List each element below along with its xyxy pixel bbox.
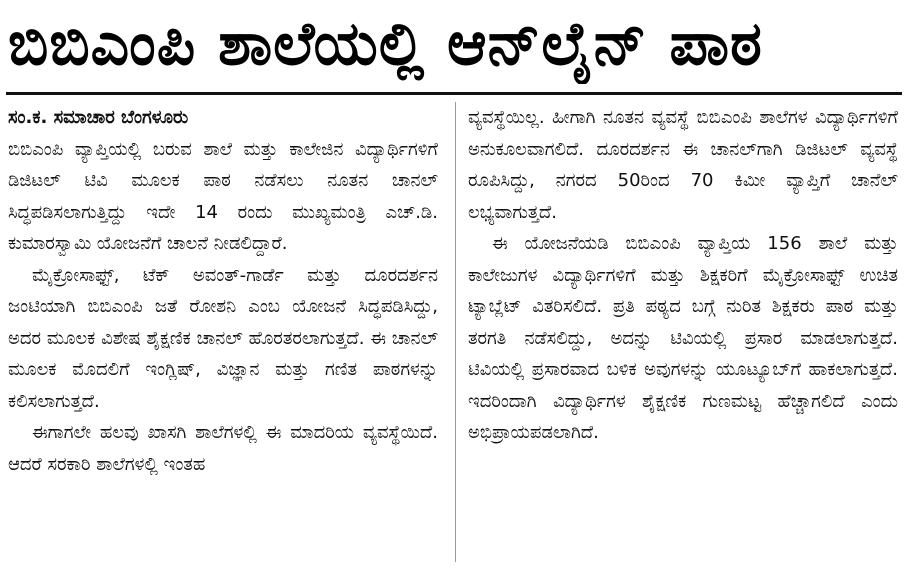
left-column: [8, 102, 438, 568]
byline: ಸಂ.ಕ. ಸಮಾಚಾರ ಬೆಂಗಳೂರು: [8, 107, 189, 128]
paragraph-4: ವ್ಯವಸ್ಥೆಯಿಲ್ಲ. ಹೀಗಾಗಿ ನೂತನ ವ್ಯವಸ್ಥೆ ಬಿಬಿಎಂಪಿ ಶಾಲೆಗಳ ವಿದ್ಯಾರ್ಥಿಗಳಿಗೆ ಅನುಕೂಲವಾಗಲಿದೆ. ದೂರದರ್ಶನ ಈ ಚಾನಲ್‌ಗಾಗಿ ಡಿಜಿಟಲ್ ವ್ಯವಸ್ಥೆ ರೂಪಿಸಿದ್ದು, ನಗರದ 50ರಿಂದ 70 ಕಿಮೀ ವ್ಯಾಪ್ತಿಗೆ ಚಾನೆಲ್ ಲಭ್ಯವಾಗುತ್ತದೆ.: [468, 107, 898, 223]
right-column: [468, 102, 898, 568]
headline-rule: [6, 92, 902, 95]
paragraph-2: ಮೈಕ್ರೋಸಾಫ್ಟ್, ಟೆಕ್ ಅವಂತ್-ಗಾರ್ಡೆ ಮತ್ತು ದೂರದರ್ಶನ ಜಂಟಿಯಾಗಿ ಬಿಬಿಎಂಪಿ ಜತೆ ರೋಶನಿ ಎಂಬ ಯೋಜನೆ ಸಿದ್ಧಪಡಿಸಿದ್ದು, ಅದರ ಮೂಲಕ ವಿಶೇಷ ಶೈಕ್ಷಣಿಕ ಚಾನಲ್ ಹೊರತರಲಾಗುತ್ತದೆ. ಈ ಚಾನಲ್ ಮೂಲಕ ಮೊದಲಿಗೆ ಇಂಗ್ಲಿಷ್, ವಿಜ್ಞಾನ ಮತ್ತು ಗಣಿತ ಪಾಠಗಳನ್ನು ಕಲಿಸಲಾಗುತ್ತದೆ.: [8, 264, 438, 412]
column-divider: [455, 102, 456, 562]
paragraph-5: ಈ ಯೋಜನೆಯಡಿ ಬಿಬಿಎಂಪಿ ವ್ಯಾಪ್ತಿಯ 156 ಶಾಲೆ ಮತ್ತು ಕಾಲೇಜುಗಳ ವಿದ್ಯಾರ್ಥಿಗಳಿಗೆ ಮತ್ತು ಶಿಕ್ಷಕರಿಗೆ ಮೈಕ್ರೋಸಾಫ್ಟ್ ಉಚಿತ ಟ್ಯಾಬ್ಲೆಟ್ ವಿತರಿಸಲಿದೆ. ಪ್ರತಿ ಪಠ್ಯದ ಬಗ್ಗೆ ನುರಿತ ಶಿಕ್ಷಕರು ಪಾಠ ಮತ್ತು ತರಗತಿ ನಡೆಸಲಿದ್ದು, ಅದನ್ನು ಟಿವಿಯಲ್ಲಿ ಪ್ರಸಾರ ಮಾಡಲಾಗುತ್ತದೆ. ಟಿವಿಯಲ್ಲಿ ಪ್ರಸಾರವಾದ ಬಳಿಕ ಅವುಗಳನ್ನು ಯೂಟ್ಯೂಬ್‌ಗೆ ಹಾಕಲಾಗುತ್ತದೆ. ಇದರಿಂದಾಗಿ ವಿದ್ಯಾರ್ಥಿಗಳ ಶೈಕ್ಷಣಿಕ ಗುಣಮಟ್ಟ ಹೆಚ್ಚಾಗಲಿದೆ ಎಂದು ಅಭಿಪ್ರಾಯಪಡಲಾಗಿದೆ.: [468, 233, 898, 443]
paragraph-1: ಬಿಬಿಎಂಪಿ ವ್ಯಾಪ್ತಿಯಲ್ಲಿ ಬರುವ ಶಾಲೆ ಮತ್ತು ಕಾಲೇಜಿನ ವಿದ್ಯಾರ್ಥಿಗಳಿಗೆ ಡಿಜಿಟಲ್ ಟಿವಿ ಮೂಲಕ ಪಾಠ ನಡೆಸಲು ನೂತನ ಚಾನಲ್ ಸಿದ್ಧಪಡಿಸಲಾಗುತ್ತಿದ್ದು ಇದೇ 14 ರಂದು ಮುಖ್ಯಮಂತ್ರಿ ಎಚ್.ಡಿ. ಕುಮಾರಸ್ವಾಮಿ ಯೋಜನೆಗೆ ಚಾಲನೆ ನೀಡಲಿದ್ದಾರೆ.: [8, 138, 438, 254]
paragraph-3: ಈಗಾಗಲೇ ಹಲವು ಖಾಸಗಿ ಶಾಲೆಗಳಲ್ಲಿ ಈ ಮಾದರಿಯ ವ್ಯವಸ್ಥೆಯಿದೆ. ಆದರೆ ಸರಕಾರಿ ಶಾಲೆಗಳಲ್ಲಿ ಇಂತಹ: [8, 422, 438, 475]
headline: ಬಿಬಿಎಂಪಿ ಶಾಲೆಯಲ್ಲಿ ಆನ್‌ಲೈನ್ ಪಾಠ: [8, 9, 763, 79]
